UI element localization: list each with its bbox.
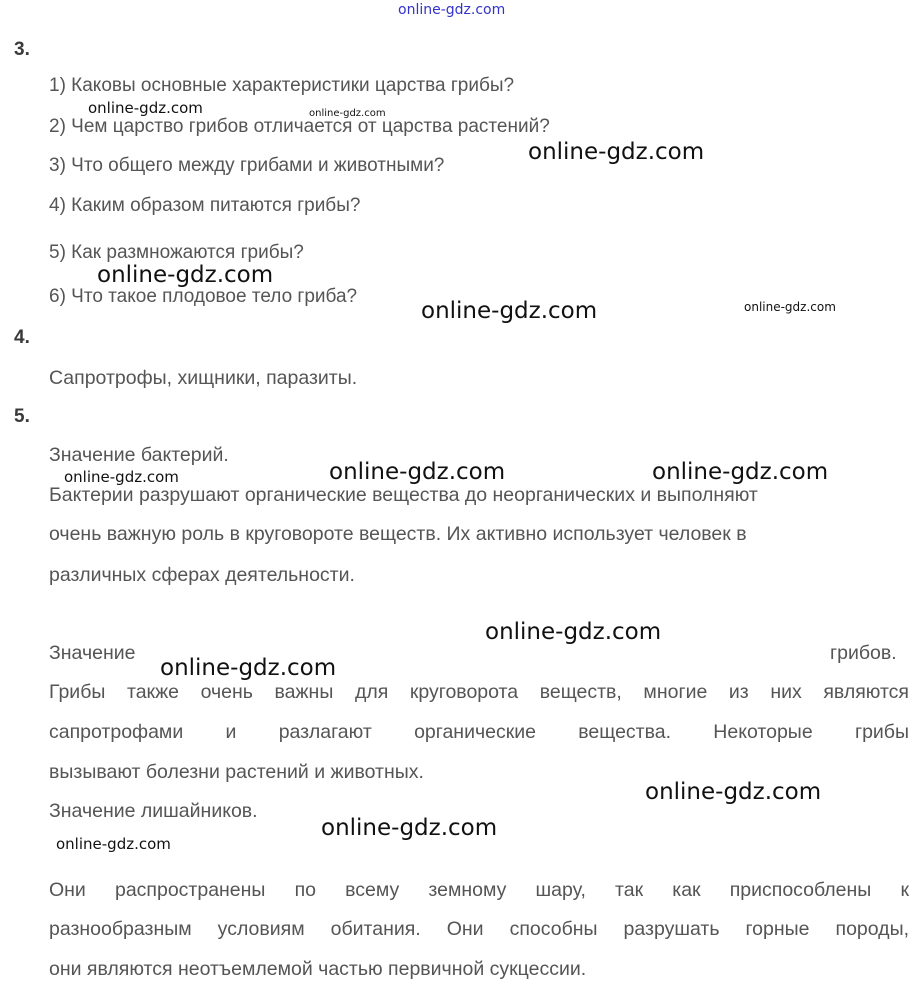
watermark: online-gdz.com bbox=[64, 468, 179, 486]
fungi-line-1: Грибы также очень важны для круговорота веществ, многие из них являются bbox=[49, 681, 909, 703]
lichens-line-3: они являются неотъемлемой частью первичной сукцессии. bbox=[49, 958, 587, 980]
fungi-line-3: вызывают болезни растений и животных. bbox=[49, 761, 424, 783]
watermark: online-gdz.com bbox=[88, 99, 203, 117]
bacteria-line-1: Бактерии разрушают органические вещества до неорганических и выполняют bbox=[49, 484, 758, 506]
question-4: 4) Каким образом питаются грибы? bbox=[49, 195, 361, 216]
fungi-heading-right: грибов. bbox=[830, 642, 897, 664]
watermark: online-gdz.com bbox=[97, 262, 274, 288]
lichens-line-1: Они распространены по всему земному шару, так как приспособлены к bbox=[49, 879, 909, 901]
question-3: 3) Что общего между грибами и животными? bbox=[49, 155, 445, 176]
bacteria-line-2: очень важную роль в круговороте веществ. Их активно использует человек в bbox=[49, 523, 747, 545]
site-header-link[interactable]: online-gdz.com bbox=[398, 2, 506, 18]
question-5: 5) Как размножаются грибы? bbox=[49, 242, 304, 263]
watermark: online-gdz.com bbox=[160, 655, 337, 681]
watermark: online-gdz.com bbox=[485, 619, 662, 645]
question-2: 2) Чем царство грибов отличается от царства растений? bbox=[49, 116, 550, 137]
question-6: 6) Что такое плодовое тело гриба? bbox=[49, 286, 358, 307]
watermark: online-gdz.com bbox=[321, 815, 498, 841]
watermark: online-gdz.com bbox=[744, 300, 836, 314]
watermark: online-gdz.com bbox=[652, 459, 829, 485]
task-number-3: 3. bbox=[14, 39, 30, 60]
task-number-4: 4. bbox=[14, 327, 30, 348]
lichens-line-2: разнообразным условиям обитания. Они способны разрушать горные породы, bbox=[49, 918, 909, 940]
watermark: online-gdz.com bbox=[421, 298, 598, 324]
question-1: 1) Каковы основные характеристики царства грибы? bbox=[49, 75, 515, 96]
watermark: online-gdz.com bbox=[329, 459, 506, 485]
task4-answer: Сапротрофы, хищники, паразиты. bbox=[49, 367, 358, 389]
lichens-heading: Значение лишайников. bbox=[49, 800, 258, 822]
watermark: online-gdz.com bbox=[309, 108, 386, 119]
fungi-heading-left: Значение bbox=[49, 642, 136, 664]
watermark: online-gdz.com bbox=[645, 779, 822, 805]
fungi-line-2: сапротрофами и разлагают органические вещества. Некоторые грибы bbox=[49, 721, 909, 743]
bacteria-line-3: различных сферах деятельности. bbox=[49, 564, 355, 586]
bacteria-heading: Значение бактерий. bbox=[49, 444, 229, 466]
watermark: online-gdz.com bbox=[528, 139, 705, 165]
watermark: online-gdz.com bbox=[56, 835, 171, 853]
task-number-5: 5. bbox=[14, 406, 30, 427]
